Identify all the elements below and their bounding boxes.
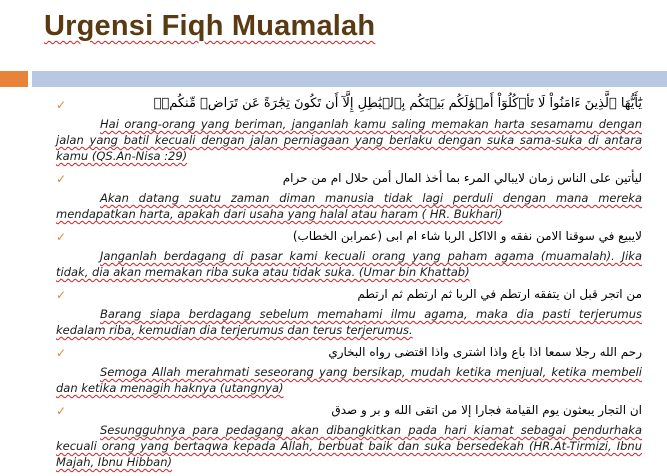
- arabic-text: لايبيع في سوقنا الامن نفقه و الااكل الربا شاء ام ابى (عمرابن الخطاب): [292, 229, 642, 243]
- checkmark-icon: ✓: [56, 404, 67, 418]
- slide-content: [56, 96, 642, 476]
- translation-4: Barang siapa berdagang sebelum memahami ilmu agama, maka dia pasti terjerumus kedalam riba, kemudian dia terjerumus dan terus terjerumus.: [56, 307, 642, 337]
- checkmark-icon: ✓: [56, 346, 67, 360]
- checkmark-icon: ✓: [56, 230, 67, 244]
- arabic-text: يَٰٓأَيُّهَا ٱلَّذِينَ ءَامَنُواْ لَا تَأۡكُلُوٓاْ أَمۡوَٰلَكُم بَيۡنَكُم بِٱلۡبَٰطِلِ إِلَّآ أَن تَكُونَ تِجَٰرَةً عَن تَرَاضٖ مِّنكُمۡۚ: [153, 96, 642, 111]
- translation-5: Semoga Allah merahmati seseorang yang bersikap, mudah ketika menjual, ketika membeli dan ketika menagih haknya (utangnya): [56, 365, 642, 395]
- bullet-arabic-3: [56, 228, 642, 244]
- bullet-arabic-5: [56, 344, 642, 360]
- arabic-text: رحم الله رجلا سمعا اذا باع واذا اشترى واذا اقتضى رواه البخاري: [328, 345, 642, 359]
- slide-title: Urgensi Fiqh Muamalah: [44, 10, 376, 42]
- translation-3: Janganlah berdagang di pasar kami kecuali orang yang paham agama (muamalah). Jika tidak, dia akan memakan riba suka atau tidak suka. (Umar bin Khattab): [56, 249, 642, 279]
- translation-2: Akan datang suatu zaman diman manusia tidak lagi perduli dengan mana mereka mendapatkan harta, apakah dari usaha yang halal atau haram ( HR. Bukhari): [56, 191, 642, 221]
- checkmark-icon: ✓: [56, 288, 67, 302]
- bullet-arabic-6: [56, 402, 642, 418]
- bullet-arabic-2: [56, 170, 642, 186]
- checkmark-icon: ✓: [56, 172, 67, 186]
- translation-1: Hai orang-orang yang beriman, janganlah kamu saling memakan harta sesamamu dengan jalan yang batil kecuali dengan jalan perniagaan yang berlaku dengan suka sama-suka di antara kamu (QS.An-Nisa :29): [56, 117, 642, 163]
- accent-bar-orange: [0, 71, 28, 87]
- translation-6: Sesungguhnya para pedagang akan dibangkitkan pada hari kiamat sebagai pendurhaka kecuali orang yang bertaqwa kepada Allah, berbuat baik dan suka bersedekah (HR.At-Tirmizi, Ibnu Majah, Ibnu Hibban): [56, 423, 642, 469]
- arabic-text: من اتجر قبل ان يتفقه ارتطم في الربا ثم ارتطم ثم ارتطم: [357, 287, 642, 301]
- bullet-arabic-4: [56, 286, 642, 302]
- arabic-text: ان التجار يبعثون يوم القيامة فجارا إلا من اتقى الله و بر و صدق: [331, 403, 642, 417]
- accent-bar-blue: [32, 71, 667, 87]
- checkmark-icon: ✓: [56, 98, 67, 112]
- arabic-text: ليأتين على الناس زمان لايبالي المرء بما أخذ المال أمن حلال ام من حرام: [282, 171, 642, 185]
- bullet-arabic-1: [56, 96, 642, 112]
